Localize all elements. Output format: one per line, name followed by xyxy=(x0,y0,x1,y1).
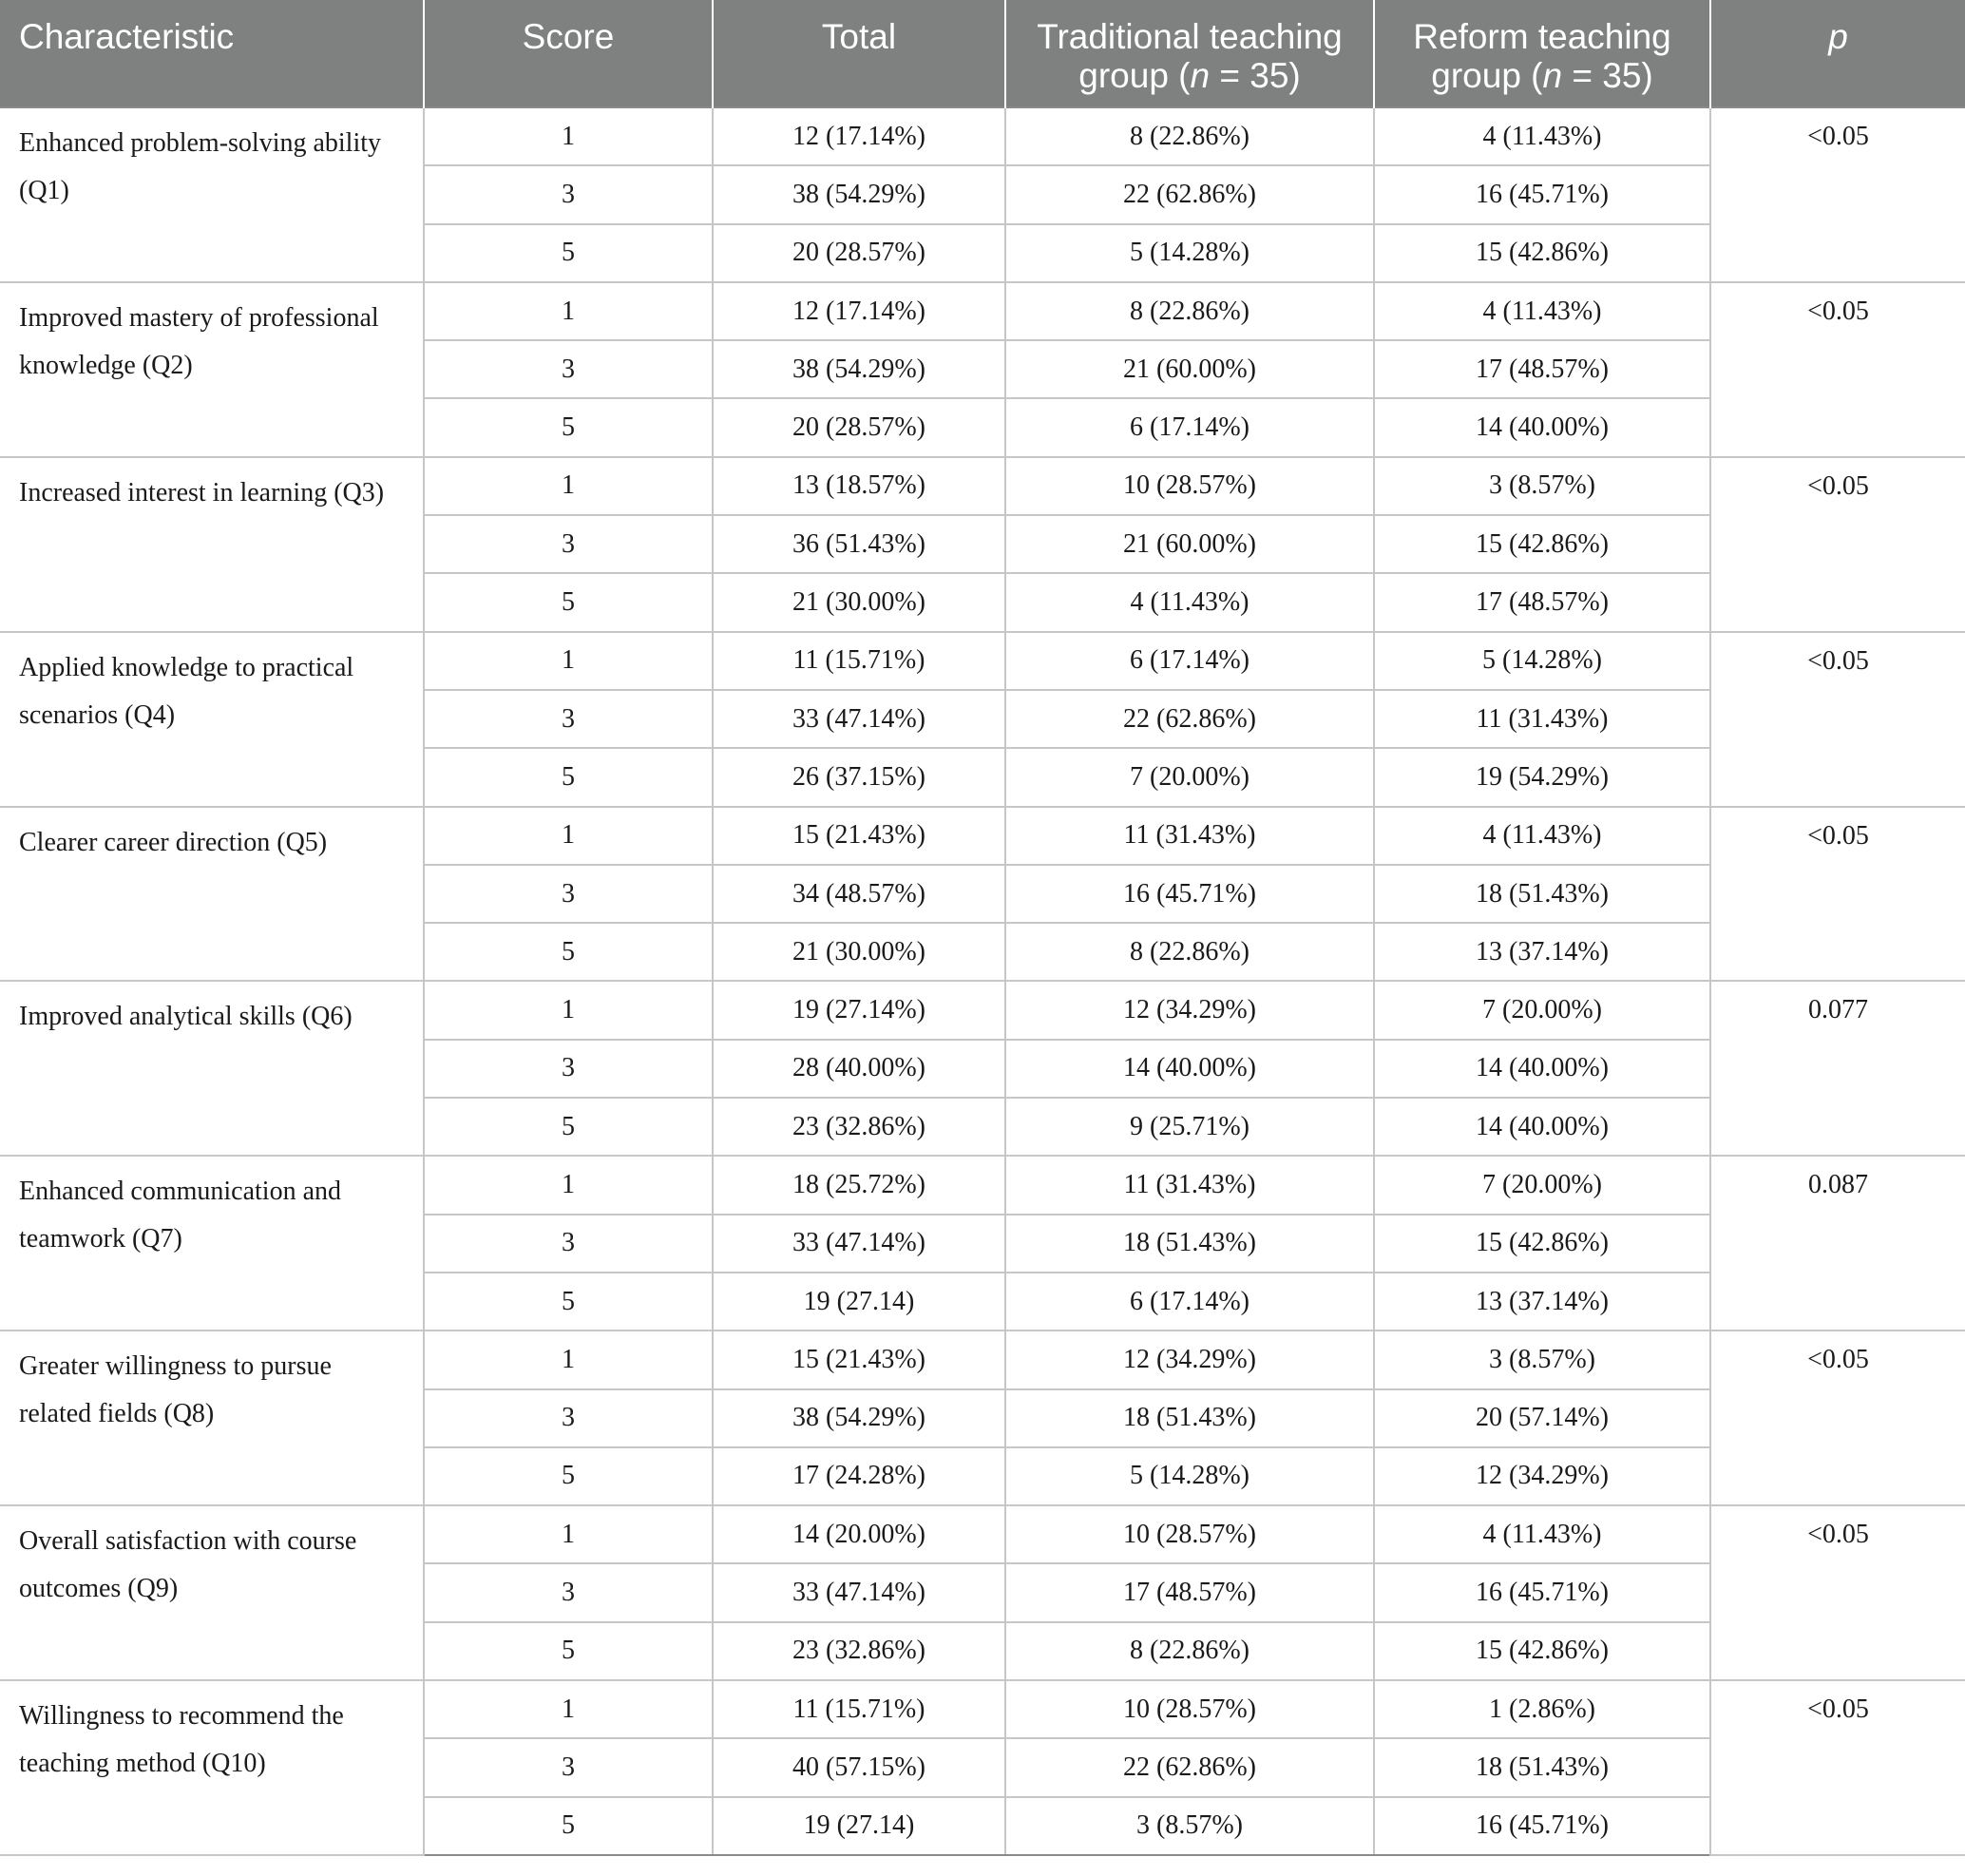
reform-cell: 11 (31.43%) xyxy=(1374,690,1710,748)
p-value-cell: <0.05 xyxy=(1710,1330,1965,1505)
total-cell: 15 (21.43%) xyxy=(713,807,1005,865)
traditional-cell: 18 (51.43%) xyxy=(1005,1215,1374,1273)
traditional-cell: 12 (34.29%) xyxy=(1005,981,1374,1039)
reform-cell: 20 (57.14%) xyxy=(1374,1389,1710,1447)
score-cell: 1 xyxy=(424,282,713,340)
score-cell: 5 xyxy=(424,923,713,981)
p-value-cell: <0.05 xyxy=(1710,632,1965,807)
total-cell: 19 (27.14%) xyxy=(713,981,1005,1039)
traditional-cell: 8 (22.86%) xyxy=(1005,107,1374,165)
score-cell: 1 xyxy=(424,107,713,165)
p-value-cell: 0.077 xyxy=(1710,981,1965,1156)
traditional-cell: 5 (14.28%) xyxy=(1005,224,1374,282)
reform-cell: 16 (45.71%) xyxy=(1374,1797,1710,1855)
traditional-cell: 21 (60.00%) xyxy=(1005,515,1374,573)
total-cell: 11 (15.71%) xyxy=(713,1680,1005,1738)
total-cell: 13 (18.57%) xyxy=(713,457,1005,515)
score-cell: 1 xyxy=(424,1505,713,1563)
p-value-cell: <0.05 xyxy=(1710,1505,1965,1680)
score-cell: 3 xyxy=(424,515,713,573)
score-cell: 1 xyxy=(424,1156,713,1214)
total-cell: 33 (47.14%) xyxy=(713,690,1005,748)
header-score: Score xyxy=(424,0,713,107)
header-reform-n: n xyxy=(1542,56,1563,95)
p-value-cell: <0.05 xyxy=(1710,1680,1965,1855)
total-cell: 34 (48.57%) xyxy=(713,865,1005,923)
reform-cell: 12 (34.29%) xyxy=(1374,1447,1710,1505)
total-cell: 11 (15.71%) xyxy=(713,632,1005,690)
reform-cell: 14 (40.00%) xyxy=(1374,398,1710,456)
header-traditional-group xyxy=(1005,0,1374,107)
total-cell: 36 (51.43%) xyxy=(713,515,1005,573)
reform-cell: 18 (51.43%) xyxy=(1374,865,1710,923)
characteristic-cell: Enhanced communication and teamwork (Q7) xyxy=(0,1156,424,1330)
characteristic-cell: Willingness to recommend the teaching method (Q10) xyxy=(0,1680,424,1855)
score-cell: 5 xyxy=(424,1273,713,1330)
reform-cell: 4 (11.43%) xyxy=(1374,1505,1710,1563)
reform-cell: 16 (45.71%) xyxy=(1374,1563,1710,1621)
header-reform-group xyxy=(1374,0,1710,107)
p-value-cell: <0.05 xyxy=(1710,457,1965,632)
total-cell: 38 (54.29%) xyxy=(713,1389,1005,1447)
score-cell: 5 xyxy=(424,573,713,631)
reform-cell: 13 (37.14%) xyxy=(1374,1273,1710,1330)
p-value-cell: 0.087 xyxy=(1710,1156,1965,1330)
traditional-cell: 14 (40.00%) xyxy=(1005,1040,1374,1098)
characteristic-cell: Clearer career direction (Q5) xyxy=(0,807,424,982)
score-cell: 3 xyxy=(424,1215,713,1273)
table-row xyxy=(0,807,1965,865)
characteristic-cell: Greater willingness to pursue related fields (Q8) xyxy=(0,1330,424,1505)
header-reform-count: = 35) xyxy=(1562,56,1653,95)
score-cell: 5 xyxy=(424,1797,713,1855)
header-traditional-label: Traditional teaching group ( xyxy=(1037,17,1343,95)
traditional-cell: 6 (17.14%) xyxy=(1005,1273,1374,1330)
score-cell: 5 xyxy=(424,1447,713,1505)
header-traditional-n: n xyxy=(1190,56,1211,95)
table-row xyxy=(0,632,1965,690)
total-cell: 33 (47.14%) xyxy=(713,1215,1005,1273)
table-body xyxy=(0,107,1965,1855)
score-cell: 5 xyxy=(424,1098,713,1156)
total-cell: 14 (20.00%) xyxy=(713,1505,1005,1563)
total-cell: 19 (27.14) xyxy=(713,1797,1005,1855)
table-row xyxy=(0,1330,1965,1388)
characteristic-cell: Overall satisfaction with course outcomes (Q9) xyxy=(0,1505,424,1680)
traditional-cell: 10 (28.57%) xyxy=(1005,457,1374,515)
table-row xyxy=(0,1156,1965,1214)
score-cell: 3 xyxy=(424,340,713,398)
total-cell: 38 (54.29%) xyxy=(713,340,1005,398)
reform-cell: 1 (2.86%) xyxy=(1374,1680,1710,1738)
table-row xyxy=(0,282,1965,340)
traditional-cell: 7 (20.00%) xyxy=(1005,748,1374,806)
traditional-cell: 5 (14.28%) xyxy=(1005,1447,1374,1505)
reform-cell: 19 (54.29%) xyxy=(1374,748,1710,806)
reform-cell: 7 (20.00%) xyxy=(1374,981,1710,1039)
traditional-cell: 22 (62.86%) xyxy=(1005,165,1374,223)
reform-cell: 13 (37.14%) xyxy=(1374,923,1710,981)
p-value-cell: <0.05 xyxy=(1710,282,1965,457)
total-cell: 18 (25.72%) xyxy=(713,1156,1005,1214)
total-cell: 19 (27.14) xyxy=(713,1273,1005,1330)
total-cell: 23 (32.86%) xyxy=(713,1622,1005,1680)
traditional-cell: 11 (31.43%) xyxy=(1005,1156,1374,1214)
reform-cell: 16 (45.71%) xyxy=(1374,165,1710,223)
score-cell: 3 xyxy=(424,865,713,923)
reform-cell: 3 (8.57%) xyxy=(1374,457,1710,515)
total-cell: 40 (57.15%) xyxy=(713,1738,1005,1796)
reform-cell: 17 (48.57%) xyxy=(1374,340,1710,398)
table-row xyxy=(0,107,1965,165)
traditional-cell: 17 (48.57%) xyxy=(1005,1563,1374,1621)
traditional-cell: 18 (51.43%) xyxy=(1005,1389,1374,1447)
total-cell: 23 (32.86%) xyxy=(713,1098,1005,1156)
score-cell: 3 xyxy=(424,165,713,223)
reform-cell: 14 (40.00%) xyxy=(1374,1098,1710,1156)
traditional-cell: 21 (60.00%) xyxy=(1005,340,1374,398)
total-cell: 12 (17.14%) xyxy=(713,282,1005,340)
score-cell: 5 xyxy=(424,1622,713,1680)
reform-cell: 5 (14.28%) xyxy=(1374,632,1710,690)
characteristic-cell: Improved analytical skills (Q6) xyxy=(0,981,424,1156)
score-cell: 1 xyxy=(424,807,713,865)
traditional-cell: 22 (62.86%) xyxy=(1005,690,1374,748)
total-cell: 20 (28.57%) xyxy=(713,224,1005,282)
traditional-cell: 8 (22.86%) xyxy=(1005,282,1374,340)
score-cell: 5 xyxy=(424,224,713,282)
score-cell: 5 xyxy=(424,398,713,456)
reform-cell: 7 (20.00%) xyxy=(1374,1156,1710,1214)
reform-cell: 15 (42.86%) xyxy=(1374,1622,1710,1680)
p-value-cell: <0.05 xyxy=(1710,807,1965,982)
reform-cell: 15 (42.86%) xyxy=(1374,1215,1710,1273)
score-cell: 3 xyxy=(424,1040,713,1098)
traditional-cell: 10 (28.57%) xyxy=(1005,1680,1374,1738)
table-header xyxy=(0,0,1965,107)
header-p-value: p xyxy=(1710,0,1965,107)
score-cell: 3 xyxy=(424,1563,713,1621)
table-row xyxy=(0,1505,1965,1563)
score-cell: 3 xyxy=(424,1738,713,1796)
total-cell: 38 (54.29%) xyxy=(713,165,1005,223)
total-cell: 26 (37.15%) xyxy=(713,748,1005,806)
characteristic-cell: Applied knowledge to practical scenarios (Q4) xyxy=(0,632,424,807)
score-cell: 1 xyxy=(424,632,713,690)
reform-cell: 4 (11.43%) xyxy=(1374,282,1710,340)
table-row xyxy=(0,457,1965,515)
p-value-cell: <0.05 xyxy=(1710,107,1965,282)
total-cell: 12 (17.14%) xyxy=(713,107,1005,165)
traditional-cell: 3 (8.57%) xyxy=(1005,1797,1374,1855)
score-cell: 5 xyxy=(424,748,713,806)
reform-cell: 15 (42.86%) xyxy=(1374,515,1710,573)
total-cell: 33 (47.14%) xyxy=(713,1563,1005,1621)
reform-cell: 4 (11.43%) xyxy=(1374,107,1710,165)
traditional-cell: 11 (31.43%) xyxy=(1005,807,1374,865)
header-total: Total xyxy=(713,0,1005,107)
characteristic-cell: Improved mastery of professional knowledge (Q2) xyxy=(0,282,424,457)
table-row xyxy=(0,981,1965,1039)
traditional-cell: 8 (22.86%) xyxy=(1005,923,1374,981)
total-cell: 20 (28.57%) xyxy=(713,398,1005,456)
score-cell: 1 xyxy=(424,1330,713,1388)
reform-cell: 15 (42.86%) xyxy=(1374,224,1710,282)
reform-cell: 3 (8.57%) xyxy=(1374,1330,1710,1388)
total-cell: 28 (40.00%) xyxy=(713,1040,1005,1098)
header-characteristic: Characteristic xyxy=(0,0,424,107)
traditional-cell: 6 (17.14%) xyxy=(1005,632,1374,690)
score-cell: 3 xyxy=(424,690,713,748)
reform-cell: 14 (40.00%) xyxy=(1374,1040,1710,1098)
score-cell: 1 xyxy=(424,1680,713,1738)
total-cell: 21 (30.00%) xyxy=(713,573,1005,631)
header-traditional-count: = 35) xyxy=(1210,56,1301,95)
header-reform-label: Reform teaching group ( xyxy=(1413,17,1671,95)
total-cell: 21 (30.00%) xyxy=(713,923,1005,981)
header-row xyxy=(0,0,1965,107)
score-cell: 1 xyxy=(424,457,713,515)
traditional-cell: 22 (62.86%) xyxy=(1005,1738,1374,1796)
score-cell: 1 xyxy=(424,981,713,1039)
traditional-cell: 6 (17.14%) xyxy=(1005,398,1374,456)
score-cell: 3 xyxy=(424,1389,713,1447)
reform-cell: 4 (11.43%) xyxy=(1374,807,1710,865)
traditional-cell: 10 (28.57%) xyxy=(1005,1505,1374,1563)
total-cell: 17 (24.28%) xyxy=(713,1447,1005,1505)
traditional-cell: 4 (11.43%) xyxy=(1005,573,1374,631)
total-cell: 15 (21.43%) xyxy=(713,1330,1005,1388)
traditional-cell: 16 (45.71%) xyxy=(1005,865,1374,923)
characteristic-cell: Enhanced problem-solving ability (Q1) xyxy=(0,107,424,282)
traditional-cell: 9 (25.71%) xyxy=(1005,1098,1374,1156)
traditional-cell: 8 (22.86%) xyxy=(1005,1622,1374,1680)
reform-cell: 17 (48.57%) xyxy=(1374,573,1710,631)
reform-cell: 18 (51.43%) xyxy=(1374,1738,1710,1796)
table-row xyxy=(0,1680,1965,1738)
characteristic-cell: Increased interest in learning (Q3) xyxy=(0,457,424,632)
traditional-cell: 12 (34.29%) xyxy=(1005,1330,1374,1388)
